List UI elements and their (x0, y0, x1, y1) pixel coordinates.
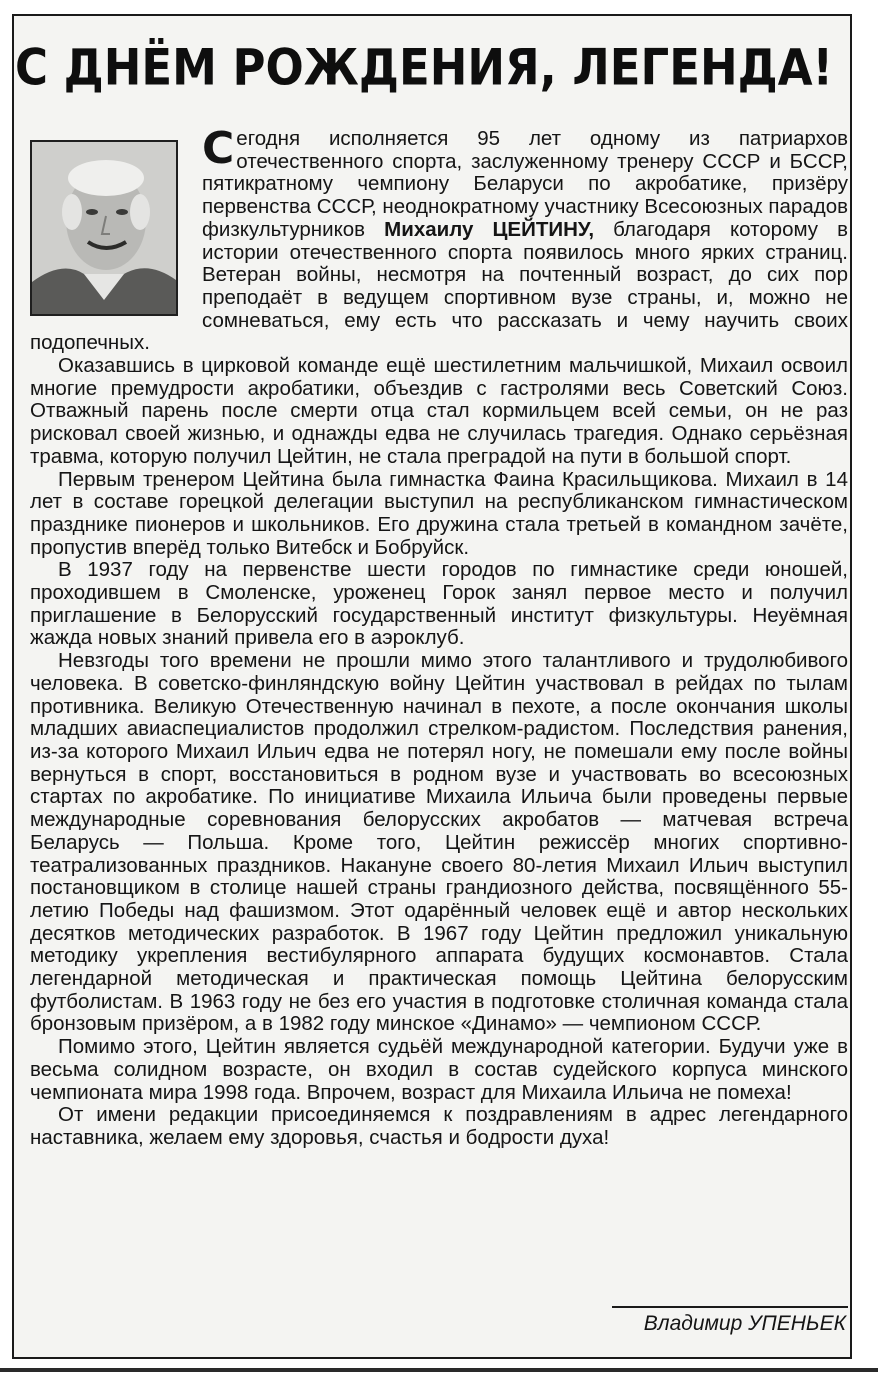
author-byline: Владимир УПЕНЬЕК (643, 1312, 846, 1335)
article-paragraph-4: В 1937 году на первенстве шести городов по гимнастике среди юношей, проходившем в Смоленске, уроженец Горок занял первое место и получил приглашение в Белорусский государственный институт физкультуры. Неуёмная жажда новых знаний привела его в аэроклуб. (30, 558, 848, 650)
author-divider (612, 1306, 848, 1308)
article-paragraph-2: Оказавшись в цирковой команде ещё шестилетним мальчишкой, Михаил освоил многие премудрости акробатики, объездив с гастролями весь Советский Союз. Отважный парень после смерти отца стал кормильцем всей семьи, он не раз рисковал своей жизнью, и однажды едва не случилась трагедия. Однако серьёзная травма, которую получил Цейтин, не стала преградой на пути в большой спорт. (30, 354, 848, 468)
article-body (30, 123, 849, 1150)
dropcap: С (202, 123, 235, 174)
article-paragraph-3: Первым тренером Цейтина была гимнастка Фаина Красильщикова. Михаил в 14 лет в составе горецкой делегации выступил на республиканском гимнастическом празднике пионеров и школьников. Его дружина стала третьей в командном зачёте, пропустив вперёд только Витебск и Бобруйск. (30, 467, 848, 559)
article-paragraph-6: Помимо этого, Цейтин является судьёй международной категории. Будучи уже в весьма солидном возрасте, он входил в состав судейского корпуса минского чемпионата мира 1998 года. Впрочем, возраст для Михаила Ильича не помеха! (30, 1035, 848, 1104)
article-paragraph-5: Невзгоды того времени не прошли мимо этого талантливого и трудолюбивого человека. В советско-финляндскую войну Цейтин участвовал в рейдах по тылам противника. Великую Отечественную начинал в пехоте, а после окончания школы младших авиаспециалистов продолжил стрелком-радистом. Последствия ранения, из-за которого Михаил Ильич едва не потерял ногу, не помешали ему после войны вернуться в спорт, восстановиться в родном вузе и участвовать во всесоюзных стартах по акробатике. По инициативе Михаила Ильича были проведены первые международные соревнования белорусских акробатов — матчевая встреча Беларусь — Польша. Кроме того, Цейтин режиссёр многих спортивно-театрализованных праздников. Накануне своего 80-летия Михаил Ильич выступил постановщиком в столице нашей страны грандиозного действа, посвящённого 55-летию Победы над фашизмом. Этот одарённый человек ещё и автор нескольких десятков методических разработок. В 1967 году Цейтин предложил уникальную методику укрепления вестибулярного аппарата будущих космонавтов. Стала легендарной методическая и практическая помощь Цейтина белорусским футболистам. В 1963 году не без его участия в подготовке столичная команда стала бронзовым призёром, а в 1982 году минское «Динамо» — чемпионом СССР. (30, 649, 848, 1036)
honoree-name: Михаилу ЦЕЙТИНУ, (384, 217, 595, 241)
article-paragraph-7: От имени редакции присоединяемся к поздравлениям в адрес легендарного наставника, желаем ему здоровья, счастья и бодрости духа! (30, 1103, 848, 1149)
headline: С ДНЁМ РОЖДЕНИЯ, ЛЕГЕНДА! (14, 38, 834, 97)
article-paragraph-1: Сегодня исполняется 95 лет одному из патриархов отечественного спорта, заслуженному тренеру СССР и БССР, пятикратному чемпиону Беларуси по акробатике, призёру первенства СССР, неоднократному участнику Всесоюзных парадов физкультурников Михаилу ЦЕЙТИНУ, благодаря которому в истории отечественного спорта появилось много ярких страниц. Ветеран войны, несмотря на почтенный возраст, до сих пор преподаёт в ведущем спортивном вузе страны, и, можно не сомневаться, ему есть что рассказать и чему научить своих подопечных. (30, 123, 849, 355)
page-bottom-rule (0, 1368, 878, 1372)
